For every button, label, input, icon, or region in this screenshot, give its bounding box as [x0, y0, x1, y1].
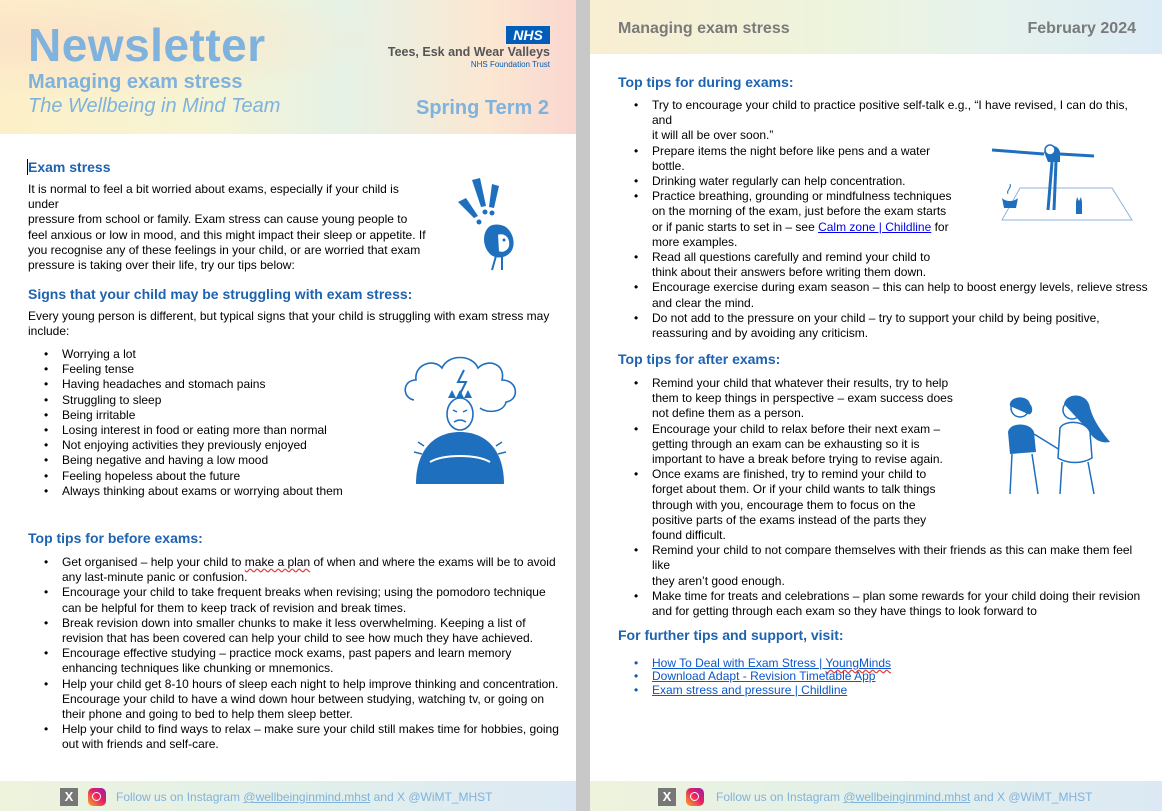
list-item	[28, 722, 568, 752]
page-footer	[0, 781, 576, 811]
footer-text: and X @WiMT_MHST	[970, 790, 1093, 804]
list-item: • Being irritable	[28, 408, 388, 423]
list-line: through with you, encourage them to focus on the	[652, 497, 916, 512]
paragraph-line: It is normal to feel a bit worried about exams, especially if your child is under	[28, 182, 399, 212]
list-line: forget about them. Or if your child wants to talk things	[652, 482, 936, 497]
instagram-icon[interactable]	[686, 788, 704, 806]
instagram-handle-link[interactable]: @wellbeinginmind.mhst	[243, 790, 371, 804]
list-line: • Encourage exercise during exam season – this can help to boost energy levels, relieve stress	[652, 280, 1148, 295]
paragraph-line: Every young person is different, but typical signs that your child is struggling with exam stress may	[28, 309, 550, 323]
footer-social-text	[716, 790, 1093, 804]
newsletter-page-2	[590, 0, 1162, 811]
x-logo-icon[interactable]: X	[60, 788, 78, 806]
list-line: getting through an exam can be exhausting so it is	[652, 436, 920, 451]
list-item	[618, 250, 1148, 280]
list-line: found difficult.	[652, 528, 726, 543]
list-item: • Worrying a lot	[28, 347, 388, 362]
list-line: they aren’t good enough.	[652, 573, 785, 588]
list-line: reassuring and by avoiding any criticism.	[652, 326, 869, 341]
nhs-logo: NHS	[506, 26, 550, 44]
list-item: • Being negative and having a low mood	[28, 453, 388, 468]
stressed-person-illustration	[400, 350, 524, 484]
list-line: • Break revision down into smaller chunks to make it less overwhelming. Keeping a list of	[62, 615, 526, 630]
list-item	[618, 589, 1148, 619]
list-line: think about their answers before writing them down.	[652, 265, 927, 280]
paragraph-line: you recognise any of these feelings in your child, or are worried that exam	[28, 242, 421, 257]
adapt-app-link[interactable]: Download Adapt - Revision Timetable App	[652, 669, 876, 684]
trust-name: Tees, Esk and Wear Valleys	[387, 45, 550, 59]
list-line: Encourage your child to have a wind down hour between studying, watching tv, or going on	[62, 691, 545, 706]
signs-intro	[28, 309, 558, 339]
list-line: • Remind your child that whatever their results, try to help	[652, 376, 949, 390]
list-line: • Help your child to find ways to relax – make sure your child still makes time for hobbies, going	[62, 722, 559, 737]
list-line: them to keep things in perspective – exam success does	[652, 391, 953, 406]
list-line: positive parts of the exams instead of the parts they	[652, 512, 927, 527]
list-item	[28, 677, 568, 723]
list-item: • Not enjoying activities they previously enjoyed	[28, 438, 388, 453]
list-line: • Make time for treats and celebrations – plan some rewards for your child doing their revision	[652, 588, 1141, 603]
list-line: on the morning of the exam, just before the exam starts	[652, 204, 947, 219]
list-line: • Once exams are finished, try to remind your child to	[652, 467, 927, 482]
list-line: • Encourage effective studying – practice mock exams, past papers and learn memory	[62, 646, 512, 661]
list-item	[618, 657, 1018, 670]
list-item: • Losing interest in food or eating more than normal	[28, 423, 388, 438]
list-item	[618, 670, 1018, 683]
before-exams-list	[28, 555, 568, 753]
list-item: • Having headaches and stomach pains	[28, 377, 388, 392]
list-line: not define them as a person.	[652, 406, 805, 421]
list-line: bottle.	[652, 158, 685, 173]
list-item: • Feeling hopeless about the future	[28, 469, 388, 484]
page-header-banner	[0, 0, 576, 134]
list-text: or if panic starts to set in – see	[652, 219, 819, 234]
section-heading-exam-stress: Exam stress	[28, 159, 111, 175]
paragraph-line: include:	[28, 324, 70, 339]
paragraph-line: pressure from school or family. Exam stress can cause young people to	[28, 212, 408, 227]
newsletter-title: Newsletter	[28, 19, 266, 71]
list-item	[28, 585, 568, 615]
calm-zone-childline-link[interactable]: Calm zone | Childline	[818, 219, 932, 234]
list-item: • Feeling tense	[28, 362, 388, 377]
instagram-handle-link[interactable]: @wellbeinginmind.mhst	[843, 790, 971, 804]
page-header-date: February 2024	[1027, 20, 1136, 37]
x-logo-icon[interactable]: X	[658, 788, 676, 806]
friends-illustration	[998, 392, 1118, 496]
youngminds-link[interactable]: How To Deal with Exam Stress | YoungMinds	[652, 656, 892, 670]
trust-subtitle: NHS Foundation Trust	[470, 60, 550, 69]
list-line: any last-minute panic or confusion.	[62, 570, 248, 585]
list-line: revision that has been covered can help your child to see how much they have achieved.	[62, 631, 533, 646]
newsletter-page-1	[0, 0, 576, 811]
exclamation-person-illustration	[452, 172, 524, 272]
page-footer	[590, 781, 1162, 811]
list-line: • Practice breathing, grounding or mindfulness techniques	[652, 189, 952, 204]
list-line: more examples.	[652, 234, 738, 249]
paragraph-line: feel anxious or low in mood, and this might impact their sleep or appetite. If	[28, 227, 426, 242]
list-line: enhancing techniques like chunking or mnemonics.	[62, 661, 334, 676]
list-line: their phone and going to bed to help them sleep better.	[62, 707, 353, 722]
list-text: for	[931, 219, 949, 234]
list-item	[28, 616, 568, 646]
page-header-banner	[590, 0, 1162, 54]
list-item	[618, 684, 1018, 697]
instagram-icon[interactable]	[88, 788, 106, 806]
childline-link[interactable]: Exam stress and pressure | Childline	[652, 682, 848, 697]
signs-list	[28, 347, 388, 499]
page-header-title: Managing exam stress	[618, 20, 790, 37]
list-line: • Remind your child to not compare themselves with their friends as this can make them feel like	[652, 543, 1133, 573]
list-item	[618, 311, 1148, 341]
yoga-illustration	[982, 140, 1142, 224]
section-heading-before-exams: Top tips for before exams:	[28, 530, 203, 546]
list-line: • Help your child get 8-10 hours of sleep each night to help improve thinking and concentration.	[62, 676, 559, 691]
list-item	[618, 543, 1148, 589]
list-line: can be helpful for them to keep track of revision and break times.	[62, 600, 407, 615]
list-item	[28, 555, 568, 585]
list-line: • Get organised – help your child to make a plan of when and where the exams will be to avoid	[62, 555, 556, 569]
section-heading-during-exams: Top tips for during exams:	[618, 74, 794, 90]
footer-text: Follow us on Instagram	[716, 790, 844, 804]
list-line: and clear the mind.	[652, 295, 755, 310]
exam-stress-paragraph	[28, 182, 428, 273]
list-item: • Struggling to sleep	[28, 393, 388, 408]
newsletter-subtitle: Managing exam stress	[28, 71, 243, 93]
section-heading-after-exams: Top tips for after exams:	[618, 351, 781, 367]
paragraph-line: pressure is taking over their life, try our tips below:	[28, 258, 295, 273]
list-line: • Prepare items the night before like pens and a water	[652, 143, 931, 158]
list-line: it will all be over soon.”	[652, 128, 774, 143]
support-links-list	[618, 657, 1018, 697]
list-line: • Read all questions carefully and remind your child to	[652, 250, 931, 265]
team-name: The Wellbeing in Mind Team	[28, 95, 281, 117]
footer-text: Follow us on Instagram	[116, 790, 244, 804]
section-heading-further-support: For further tips and support, visit:	[618, 627, 844, 643]
footer-social-text	[116, 790, 493, 804]
list-line: • Drinking water regularly can help concentration.	[652, 174, 906, 189]
list-line: • Do not add to the pressure on your child – try to support your child by being positive,	[652, 310, 1100, 325]
list-item	[28, 646, 568, 676]
list-line: out with friends and self-care.	[62, 737, 219, 752]
section-heading-signs: Signs that your child may be struggling with exam stress:	[28, 286, 413, 302]
footer-text: and X @WiMT_MHST	[370, 790, 493, 804]
list-line: • Encourage your child to take frequent breaks when revising; using the pomodoro technique	[62, 585, 546, 600]
list-line: and for getting through each exam so they have things to look forward to	[652, 604, 1037, 619]
list-line: important to have a break before trying to revise again.	[652, 452, 943, 467]
list-line: • Encourage your child to relax before their next exam –	[652, 421, 941, 436]
list-item: • Always thinking about exams or worrying about them	[28, 484, 388, 499]
list-item	[618, 98, 1148, 144]
list-item	[618, 280, 1148, 310]
term-label: Spring Term 2	[416, 97, 549, 119]
list-line: • Try to encourage your child to practice positive self-talk e.g., “I have revised, I can do this, and	[652, 98, 1128, 128]
